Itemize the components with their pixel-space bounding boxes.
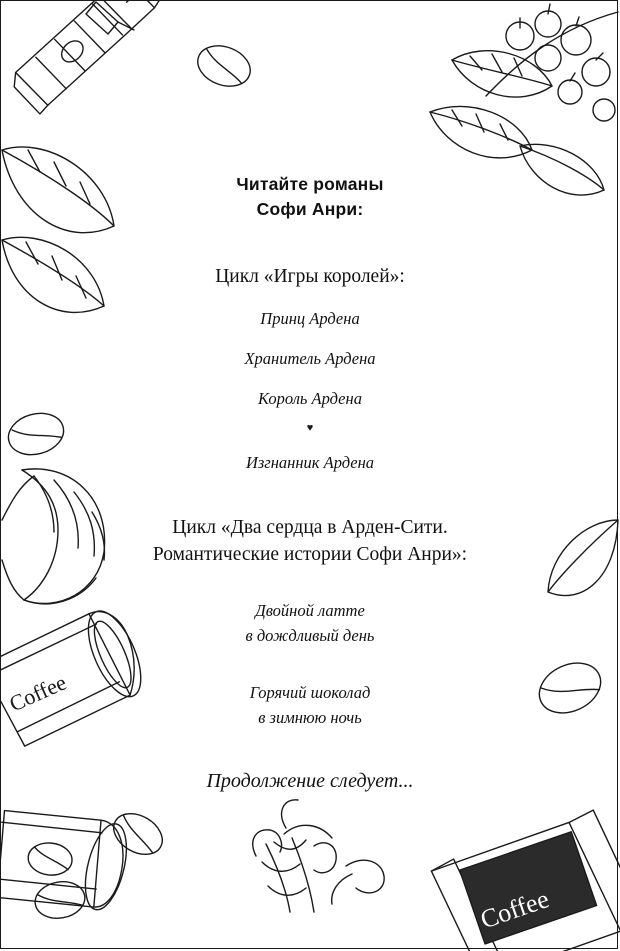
series-2-book-2-line-2: в зимнюю ночь bbox=[258, 708, 362, 727]
heart-divider-icon: ♥ bbox=[306, 422, 314, 434]
series-1-book-2: Хранитель Ардена bbox=[244, 349, 376, 368]
coffee-bean-icon-3 bbox=[106, 805, 169, 862]
series-2-title bbox=[0, 514, 620, 568]
svg-text:Coffee: Coffee bbox=[476, 884, 553, 935]
page-title bbox=[0, 172, 620, 222]
coffee-tube-icon bbox=[0, 797, 134, 926]
series-2-book-2-line-1: Горячий шоколад bbox=[249, 683, 371, 702]
series-2-book-2 bbox=[0, 680, 620, 730]
series-1-book-3: Король Ардена bbox=[258, 389, 362, 408]
series-2-book-1-line-1: Двойной латте bbox=[255, 601, 365, 620]
series-2-book-1-line-2: в дождливый день bbox=[245, 626, 375, 645]
series-2-title-line-2: Романтические истории Софи Анри»: bbox=[152, 544, 468, 565]
series-2-book-1 bbox=[0, 598, 620, 648]
series-1-book-4: Изгнанник Ардена bbox=[245, 453, 375, 472]
coffee-bag-icon bbox=[426, 805, 620, 951]
series-2-title-line-1: Цикл «Два сердца в Арден-Сити. bbox=[172, 517, 448, 538]
page-title-line-1: Читайте романы bbox=[236, 174, 384, 194]
svg-text:Coffee: Coffee bbox=[5, 669, 70, 717]
series-1-title: Цикл «Игры королей»: bbox=[215, 266, 405, 287]
cinnamon-stick-icon bbox=[253, 800, 384, 912]
closing-note: Продолжение следует... bbox=[206, 770, 414, 792]
page-title-line-2: Софи Анри: bbox=[256, 199, 364, 219]
coffee-bean-icon-4 bbox=[32, 878, 87, 922]
series-1-book-1: Принц Ардена bbox=[260, 309, 360, 328]
